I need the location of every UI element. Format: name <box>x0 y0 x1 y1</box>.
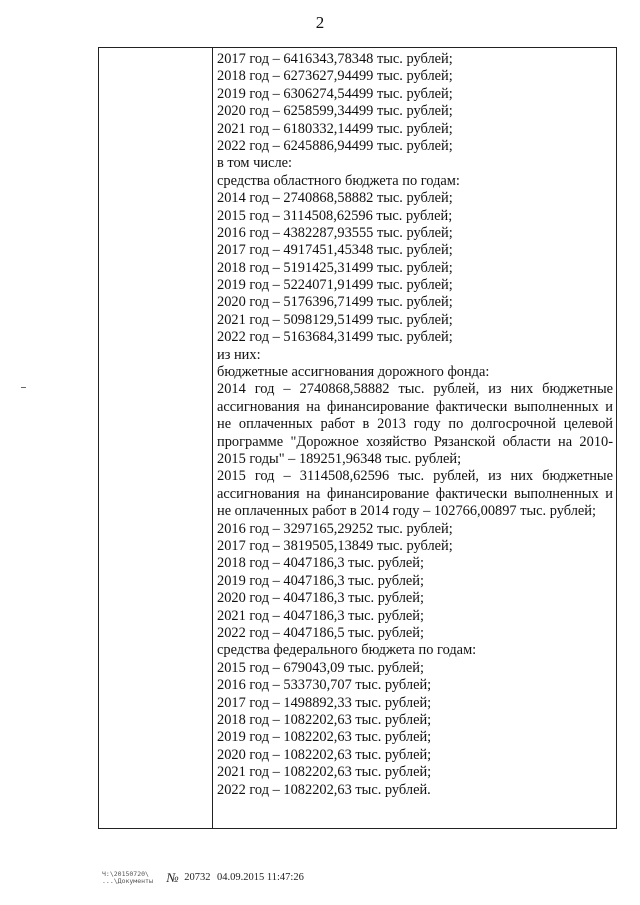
file-path-stamp: Ч:\20150720\ ...\Документы <box>102 870 153 885</box>
text-line: 2018 год – 6273627,94499 тыс. рублей; <box>217 68 453 85</box>
text-line: 2022 год – 5163684,31499 тыс. рублей; <box>217 329 453 346</box>
text-line: 2019 год – 6306274,54499 тыс. рублей; <box>217 85 453 102</box>
number-sign: № <box>166 870 179 885</box>
table-right-cell <box>217 51 613 799</box>
text-line: 2016 год – 4382287,93555 тыс. рублей; <box>217 224 453 241</box>
text-line: 2018 год – 4047186,3 тыс. рублей; <box>217 555 424 572</box>
document-footer <box>102 871 304 885</box>
text-line: 2022 год – 1082202,63 тыс. рублей. <box>217 781 431 798</box>
text-line: 2017 год – 6416343,78348 тыс. рублей; <box>217 51 453 67</box>
text-line: 2021 год – 1082202,63 тыс. рублей; <box>217 764 432 781</box>
text-line: 2020 год – 1082202,63 тыс. рублей; <box>217 746 432 763</box>
text-line: 2020 год – 4047186,3 тыс. рублей; <box>217 590 424 607</box>
page-number: 2 <box>315 13 325 32</box>
text-line: 2014 год – 2740868,58882 тыс. рублей; <box>217 190 453 207</box>
text-line: бюджетные ассигнования дорожного фонда: <box>217 364 490 381</box>
paragraph-2014: 2014 год – 2740868,58882 тыс. рублей, из них бюджетные ассигнования на финансирование фактически выполненных и не оплаченных работ в 2013 году по долгосрочной целевой программе "Дорожное хозяйство Рязанской области на 2010-2015 годы" – 189251,96348 тыс. рублей; <box>217 381 613 468</box>
text-line: 2022 год – 6245886,94499 тыс. рублей; <box>217 137 453 154</box>
text-line: 2015 год – 3114508,62596 тыс. рублей; <box>217 207 453 224</box>
text-line: 2016 год – 3297165,29252 тыс. рублей; <box>217 520 453 537</box>
text-line: 2018 год – 1082202,63 тыс. рублей; <box>217 711 432 728</box>
text-line: 2017 год – 3819505,13849 тыс. рублей; <box>217 538 453 555</box>
document-datetime: 04.09.2015 11:47:26 <box>217 872 304 883</box>
text-line: 2017 год – 4917451,45348 тыс. рублей; <box>217 242 453 259</box>
text-line: 2019 год – 5224071,91499 тыс. рублей; <box>217 277 453 294</box>
text-line: 2015 год – 679043,09 тыс. рублей; <box>217 659 424 676</box>
text-line: 2021 год – 6180332,14499 тыс. рублей; <box>217 120 453 137</box>
text-line: 2019 год – 1082202,63 тыс. рублей; <box>217 729 432 746</box>
text-line: 2020 год – 5176396,71499 тыс. рублей; <box>217 294 453 311</box>
paragraph-2015: 2015 год – 3114508,62596 тыс. рублей, из них бюджетные ассигнования на финансирование фактически выполненных и не оплаченных работ в 2014 году – 102766,00897 тыс. рублей; <box>217 468 613 520</box>
text-line: 2016 год – 533730,707 тыс. рублей; <box>217 677 432 694</box>
margin-mark <box>21 387 26 388</box>
text-line: средства федерального бюджета по годам: <box>217 642 477 659</box>
text-line: 2020 год – 6258599,34499 тыс. рублей; <box>217 103 453 120</box>
text-line: из них: <box>217 346 261 363</box>
document-number: 20732 <box>184 872 211 883</box>
federal-budget-lines <box>217 642 613 799</box>
road-fund-lines <box>217 521 613 643</box>
text-line: в том числе: <box>217 155 293 172</box>
text-line: 2017 год – 1498892,33 тыс. рублей; <box>217 694 432 711</box>
text-line: 2021 год – 4047186,3 тыс. рублей; <box>217 607 424 624</box>
top-lines <box>217 51 613 381</box>
text-line: средства областного бюджета по годам: <box>217 172 460 189</box>
text-line: 2022 год – 4047186,5 тыс. рублей; <box>217 625 424 642</box>
text-line: 2021 год – 5098129,51499 тыс. рублей; <box>217 311 453 328</box>
table-column-divider <box>212 47 213 829</box>
text-line: 2018 год – 5191425,31499 тыс. рублей; <box>217 259 453 276</box>
text-line: 2019 год – 4047186,3 тыс. рублей; <box>217 572 424 589</box>
